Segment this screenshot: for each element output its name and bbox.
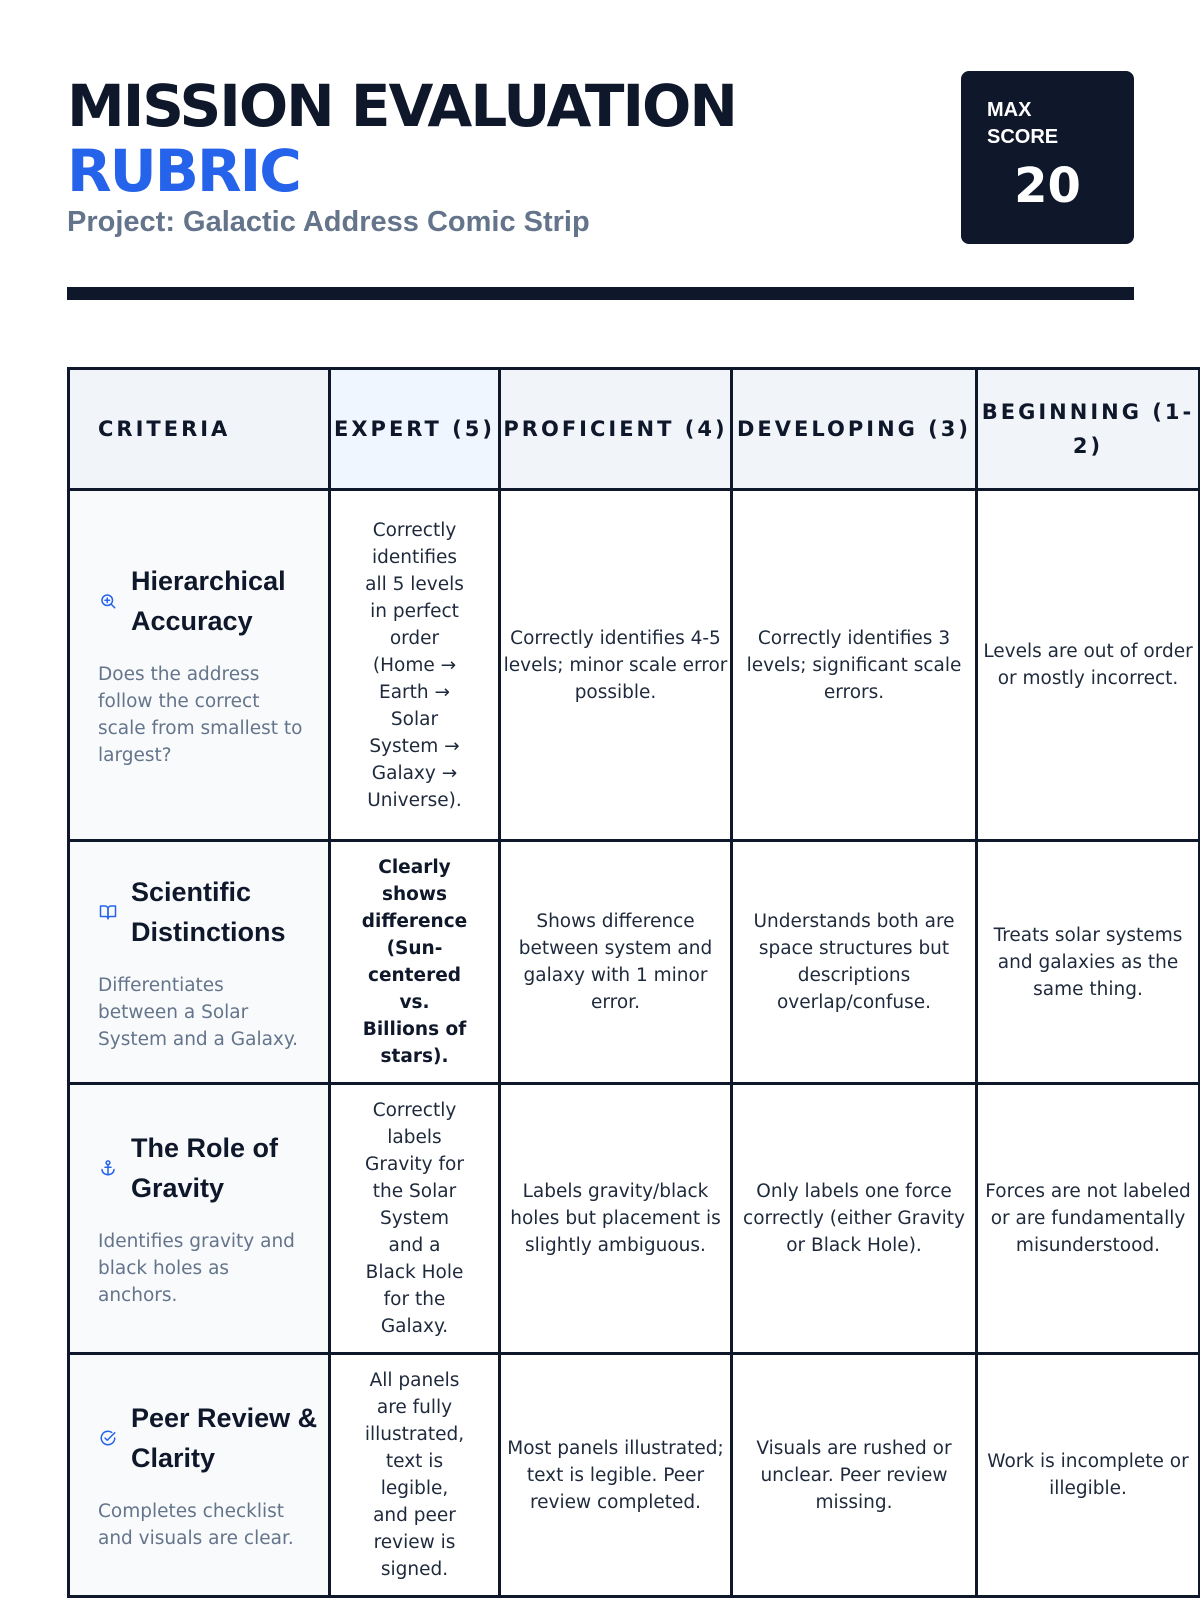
criteria-description: Does the address follow the correct scale from smallest to largest? bbox=[98, 664, 303, 766]
criteria-title: Scientific Distinctions bbox=[131, 876, 286, 947]
proficient-descriptor: Shows difference between system and galaxy with 1 minor error. bbox=[500, 841, 732, 1084]
criteria-title: Hierarchical Accuracy bbox=[131, 566, 286, 636]
table-row bbox=[69, 1354, 1200, 1597]
beginning-descriptor: Treats solar systems and galaxies as the same thing. bbox=[977, 841, 1200, 1084]
check-circle-icon bbox=[98, 1428, 118, 1448]
developing-descriptor: Understands both are space structures but descriptions overlap/confuse. bbox=[732, 841, 977, 1084]
column-header-developing: DEVELOPING (3) bbox=[732, 369, 977, 490]
max-score-label: MAX SCORE bbox=[987, 99, 1059, 148]
header-divider bbox=[67, 287, 1134, 300]
criteria-cell bbox=[69, 1354, 330, 1597]
column-header-criteria: CRITERIA bbox=[69, 369, 330, 490]
expert-descriptor: Correctly labels Gravity for the Solar System and a Black Hole for the Galaxy. bbox=[330, 1084, 500, 1354]
criteria-cell bbox=[69, 1084, 330, 1354]
criteria-title: The Role of Gravity bbox=[131, 1133, 278, 1203]
criteria-description: Differentiates between a Solar System and a Galaxy. bbox=[98, 974, 299, 1050]
column-header-proficient: PROFICIENT (4) bbox=[500, 369, 732, 490]
criteria-description: Completes checklist and visuals are clear. bbox=[98, 1501, 294, 1549]
zoom-in-icon bbox=[98, 591, 118, 611]
criteria-description: Identifies gravity and black holes as anchors. bbox=[98, 1231, 295, 1306]
developing-descriptor: Correctly identifies 3 levels; significant scale errors. bbox=[732, 490, 977, 841]
criteria-cell bbox=[69, 490, 330, 841]
expert-descriptor: Clearly shows difference (Sun-centered vs. Billions of stars). bbox=[330, 841, 500, 1084]
criteria-title: Peer Review & Clarity bbox=[131, 1403, 318, 1473]
project-subtitle: Project: Galactic Address Comic Strip bbox=[67, 206, 590, 238]
max-score-value: 20 bbox=[1014, 158, 1081, 214]
page-title-accent: RUBRIC bbox=[67, 137, 300, 205]
table-row bbox=[69, 841, 1200, 1084]
max-score-badge bbox=[961, 71, 1134, 244]
expert-descriptor: All panels are fully illustrated, text is legible, and peer review is signed. bbox=[330, 1354, 500, 1597]
table-header-row bbox=[69, 369, 1200, 490]
proficient-descriptor: Labels gravity/black holes but placement is slightly ambiguous. bbox=[500, 1084, 732, 1354]
column-header-beginning: BEGINNING (1-2) bbox=[977, 369, 1200, 490]
criteria-cell bbox=[69, 841, 330, 1084]
table-row bbox=[69, 490, 1200, 841]
proficient-descriptor: Most panels illustrated; text is legible. Peer review completed. bbox=[500, 1354, 732, 1597]
book-open-icon bbox=[98, 902, 118, 922]
rubric-table bbox=[67, 367, 1200, 1598]
beginning-descriptor: Forces are not labeled or are fundamentally misunderstood. bbox=[977, 1084, 1200, 1354]
proficient-descriptor: Correctly identifies 4-5 levels; minor scale error possible. bbox=[500, 490, 732, 841]
beginning-descriptor: Work is incomplete or illegible. bbox=[977, 1354, 1200, 1597]
table-row bbox=[69, 1084, 1200, 1354]
column-header-expert: EXPERT (5) bbox=[330, 369, 500, 490]
developing-descriptor: Visuals are rushed or unclear. Peer review missing. bbox=[732, 1354, 977, 1597]
anchor-icon bbox=[98, 1158, 118, 1178]
developing-descriptor: Only labels one force correctly (either Gravity or Black Hole). bbox=[732, 1084, 977, 1354]
rubric-header bbox=[67, 62, 1134, 262]
beginning-descriptor: Levels are out of order or mostly incorrect. bbox=[977, 490, 1200, 841]
expert-descriptor: Correctly identifies all 5 levels in perfect order (Home → Earth → Solar System → Galaxy → Universe). bbox=[330, 490, 500, 841]
page-title: MISSION EVALUATION bbox=[67, 72, 736, 140]
